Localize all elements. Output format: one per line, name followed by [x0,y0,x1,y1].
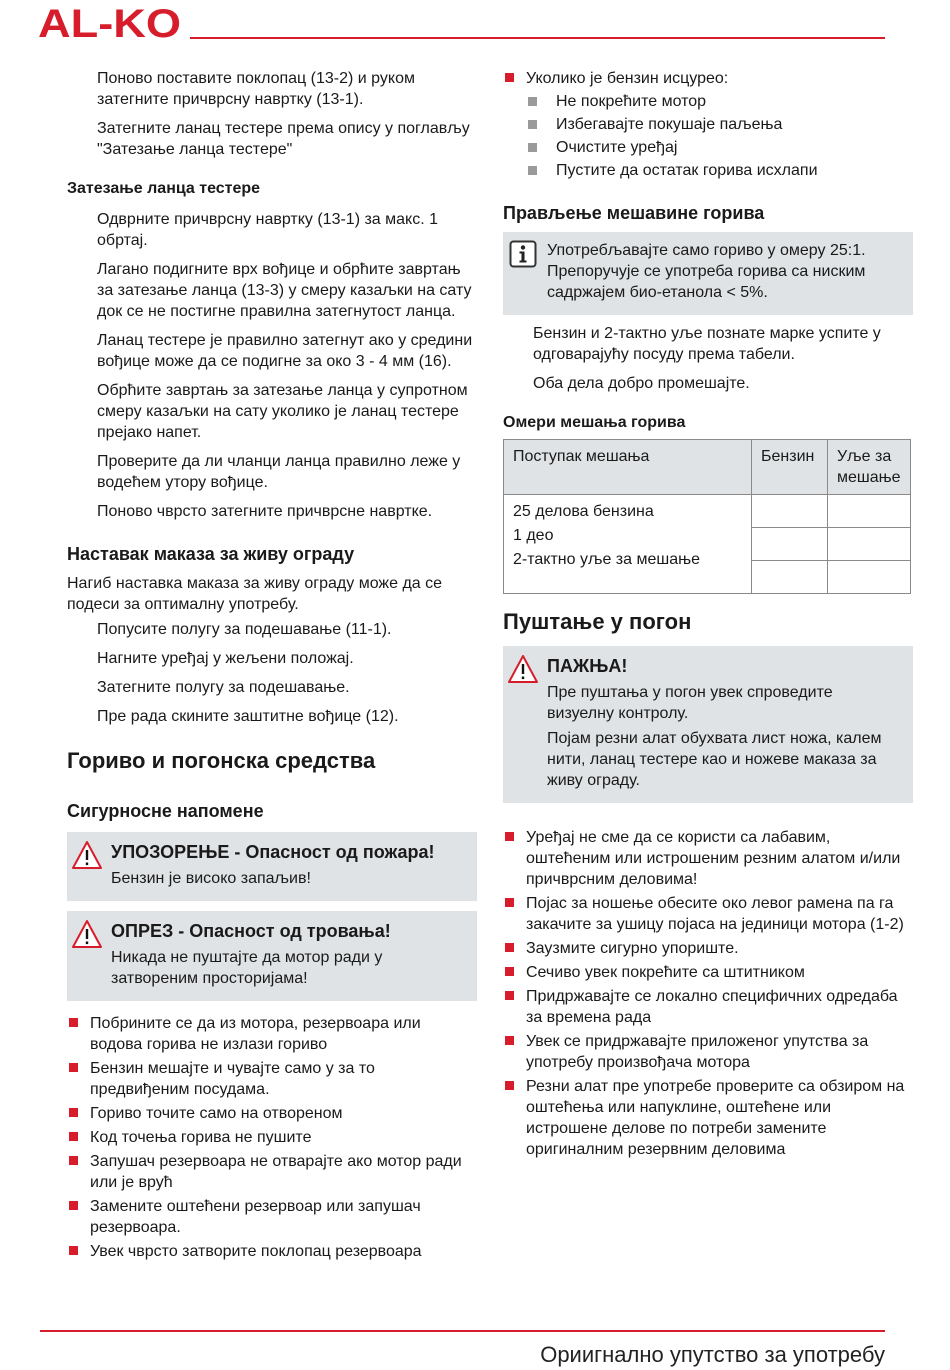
caution-poison-box [67,911,477,1001]
bullet-square-icon [528,120,537,129]
list-item: Запушач резервоара не отварајте ако мотор ради или је врућ [67,1151,477,1193]
warning-title: УПОЗОРЕЊЕ - Опасност од пожара! [111,842,435,862]
warning-triangle-icon [71,919,103,949]
fuel-safety-list [67,1013,477,1262]
header-rule [190,37,885,39]
list-item: Избегавајте покушаје паљења [526,114,913,135]
step-text: Попусите полугу за подешавање (11-1). [97,621,392,638]
footer-title: Ориигнално упутство за употребу [540,1342,885,1367]
bullet-square-icon [505,991,514,1000]
attention-box [503,646,913,803]
table-cell [752,561,828,594]
info-icon [509,240,537,268]
bullet-square-icon [505,943,514,952]
list-item: Увек чврсто затворите поклопац резервоара [67,1241,477,1262]
step-text: Поново поставите поклопац (13-2) и руком затегните причврсну навртку (13-1). [97,70,415,108]
section-heading-safety: Сигурносне напомене [67,801,264,821]
section-heading-hedge: Наставак маказа за живу ограду [67,544,355,564]
list-item: Замените оштећени резервоар или запушач резервоара. [67,1196,477,1238]
attention-text: Пре пуштања у погон увек спроведите визуелну контролу. [547,684,833,722]
step-text: Оба дела добро промешајте. [533,375,750,392]
list-item: Гориво точите само на отвореном [67,1103,477,1124]
bullet-square-icon [69,1246,78,1255]
bullet-square-icon [69,1156,78,1165]
table-cell [828,495,911,528]
table-cell [752,528,828,561]
mix-ratio-table [503,439,911,594]
table-header: Уље за мешање [828,440,911,495]
bullet-square-icon [505,832,514,841]
bullet-square-icon [505,1036,514,1045]
list-item: Увек се придржавајте приложеног упутства за употребу произвођача мотора [503,1031,913,1073]
bullet-square-icon [69,1063,78,1072]
right-column [503,68,913,1163]
hedge-intro: Нагиб наставка маказа за живу ограду може да се подеси за оптималну употребу. [67,575,443,613]
list-item: Код точења горива не пушите [67,1127,477,1148]
step-text: Нагните уређај у жељени положај. [97,650,354,667]
step-text: Обрћите завртањ за затезање ланца у супротном смеру казаљки на сату уколико је ланац тестере прејако напет. [97,382,468,441]
list-item: Пустите да остатак горива исхлапи [526,160,913,181]
bullet-square-icon [528,166,537,175]
warning-body: Бензин је високо запаљив! [111,870,311,887]
table-header: Поступак мешања [504,440,752,495]
table-cell: 25 делова бензина 1 део 2-тактно уље за мешање [504,495,752,594]
al-ko-logo [38,4,183,42]
list-item: Не покрећите мотор [526,91,913,112]
table-cell [828,561,911,594]
bullet-square-icon [69,1132,78,1141]
bullet-square-icon [69,1108,78,1117]
bullet-square-icon [505,967,514,976]
list-item: Уређај не сме да се користи са лабавим, оштећеним или истрошеним резним алатом и/или причврсним деловима! [503,827,913,890]
step-text: Пре рада скините заштитне вођице (12). [97,708,399,725]
step-text: Бензин и 2-тактно уље познате марке успите у одговарајућу посуду према табели. [533,325,881,363]
attention-title: ПАЖЊА! [547,656,628,676]
step-text: Одврните причврсну навртку (13-1) за макс. 1 обртај. [97,211,439,249]
logo-text: AL-KO [38,4,181,42]
list-item: Уколико је бензин исцурео: Не покрећите мотор Избегавајте покушаје паљења Очистите уређај Пустите да остатак горива исхлапи [503,68,913,181]
chapter-heading-fuel: Гориво и погонска средства [67,748,376,773]
list-item: Побрините се да из мотора, резервоара или водова горива не излази гориво [67,1013,477,1055]
bullet-square-icon [505,1081,514,1090]
bullet-square-icon [69,1201,78,1210]
section-heading-tension: Затезање ланца тестере [67,180,261,197]
spill-sublist [526,91,913,181]
table-header: Бензин [752,440,828,495]
warning-fire-box [67,832,477,901]
bullet-square-icon [528,143,537,152]
bullet-square-icon [69,1018,78,1027]
chapter-heading-startup: Пуштање у погон [503,609,692,634]
list-item: Резни алат пре употребе проверите са обзиром на оштећења или напуклине, оштећене или истрошене делове по потреби замените оригиналним резервним деловима [503,1076,913,1160]
step-text: Затегните полугу за подешавање. [97,679,350,696]
startup-list [503,827,913,1160]
step-text: Затегните ланац тестере према опису у поглављу "Затезање ланца тестере" [97,120,470,158]
table-cell [828,528,911,561]
bullet-square-icon [528,97,537,106]
bullet-square-icon [505,898,514,907]
footer-rule [40,1330,885,1332]
attention-text: Појам резни алат обухвата лист ножа, калем нити, ланац тестере као и ножеве маказа за живу ограду. [547,730,882,789]
warning-triangle-icon [71,840,103,870]
step-text: Ланац тестере је правилно затегнут ако у средини вођице може да се подигне за око 3 - 4 мм (16). [97,332,473,370]
step-text: Проверите да ли чланци ланца правилно леже у водећем утору вођице. [97,453,461,491]
section-heading-ratio: Омери мешања горива [503,414,686,431]
section-heading-mix: Прављење мешавине горива [503,203,765,223]
list-item: Придржавајте се локално специфичних одредаба за времена рада [503,986,913,1028]
list-item: Бензин мешајте и чувајте само у за то предвиђеним посудама. [67,1058,477,1100]
warning-triangle-icon [507,654,539,684]
step-text: Поново чврсто затегните причврсне навртке. [97,503,433,520]
info-text: Употребљавајте само гориво у омеру 25:1. Препоручује се употреба горива са ниским садржајем био-етанола < 5%. [547,242,866,301]
list-item: Очистите уређај [526,137,913,158]
step-text: Лагано подигните врх вођице и обрћите завртањ за затезање ланца (13-3) у смеру казаљки на сату док се не постигне правилна затегнутост ланца. [97,261,472,320]
left-column [67,68,477,1265]
list-item: Сечиво увек покрећите са штитником [503,962,913,983]
list-item: Заузмите сигурно упориште. [503,938,913,959]
bullet-square-icon [505,73,514,82]
info-box [503,232,913,315]
caution-title: ОПРЕЗ - Опасност од тровања! [111,921,391,941]
table-cell [752,495,828,528]
caution-body: Никада не пуштајте да мотор ради у затвореним просторијама! [111,949,383,987]
list-item: Појас за ношење обесите око левог рамена па га закачите за ушицу појаса на јединици мотора (1-2) [503,893,913,935]
spill-list [503,68,913,181]
